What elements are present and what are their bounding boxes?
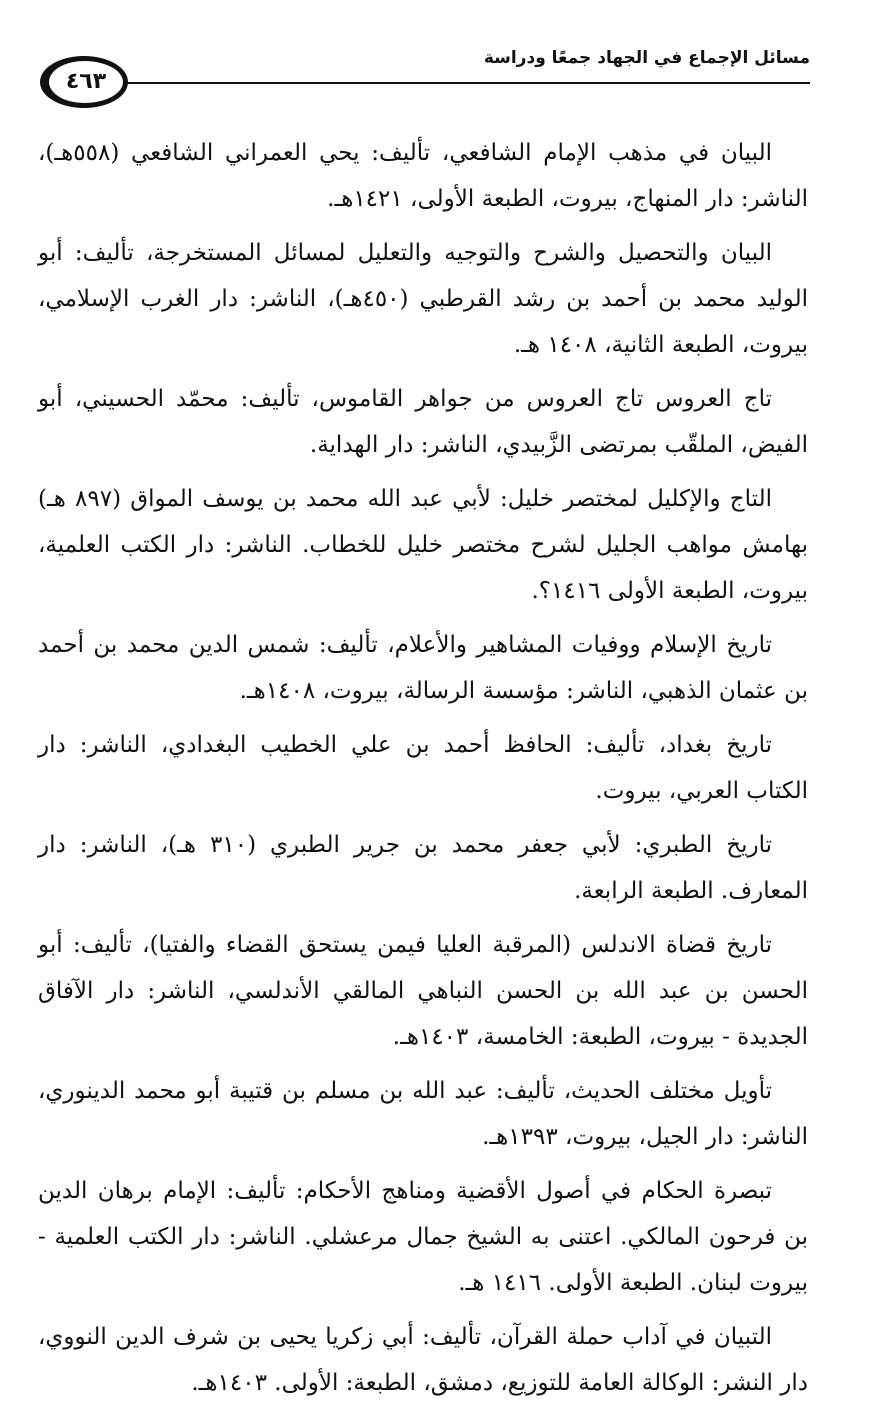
bibliography-entry: تأويل مختلف الحديث، تأليف: عبد الله بن مسلم بن قتيبة أبو محمد الدينوري، الناشر: دار الجيل، بيروت، ١٣٩٣هـ.	[38, 1078, 808, 1150]
bibliography-entry: التبيان في آداب حملة القرآن، تأليف: أبي زكريا يحيى بن شرف الدين النووي، دار النشر: الوكالة العامة للتوزيع، دمشق، الطبعة: الأولى. ١٤٠٣هـ.	[38, 1324, 808, 1396]
page-number-badge	[40, 56, 128, 108]
bibliography-entry: البيان والتحصيل والشرح والتوجيه والتعليل لمسائل المستخرجة، تأليف: أبو الوليد محمد بن أحمد بن رشد القرطبي (٤٥٠هـ)، الناشر: دار الغرب الإسلامي، بيروت، الطبعة الثانية، ١٤٠٨ هـ.	[38, 240, 808, 358]
bibliography-entry: البيان في مذهب الإمام الشافعي، تأليف: يحي العمراني الشافعي (٥٥٨هـ)، الناشر: دار المنهاج، بيروت، الطبعة الأولى، ١٤٢١هـ.	[38, 140, 808, 212]
bibliography-entry: التاج والإكليل لمختصر خليل: لأبي عبد الله محمد بن يوسف المواق (٨٩٧ هـ) بهامش مواهب الجليل لشرح مختصر خليل للخطاب. الناشر: دار الكتب العلمية، بيروت، الطبعة الأولى ١٤١٦؟.	[38, 486, 808, 604]
bibliography-entry: تبصرة الحكام في أصول الأقضية ومناهج الأحكام: تأليف: الإمام برهان الدين بن فرحون المالكي. اعتنى به الشيخ جمال مرعشلي. الناشر: دار الكتب العلمية - بيروت لبنان. الطبعة الأولى. ١٤١٦ هـ.	[38, 1178, 808, 1296]
bibliography-entry: تاريخ الطبري: لأبي جعفر محمد بن جرير الطبري (٣١٠ هـ)، الناشر: دار المعارف. الطبعة الرابعة.	[38, 832, 808, 904]
page-number: ٤٦٣	[65, 69, 107, 94]
running-header-title: مسائل الإجماع في الجهاد جمعًا ودراسة	[483, 48, 810, 68]
bibliography-entry: تاج العروس تاج العروس من جواهر القاموس، تأليف: محمّد الحسيني، أبو الفيض، الملقّب بمرتضى الزَّبيدي، الناشر: دار الهداية.	[38, 386, 808, 458]
bibliography-entry: تاريخ قضاة الاندلس (المرقبة العليا فيمن يستحق القضاء والفتيا)، تأليف: أبو الحسن بن عبد الله بن الحسن النباهي المالقي الأندلسي، الناشر: دار الآفاق الجديدة - بيروت، الطبعة: الخامسة، ١٤٠٣هـ.	[38, 932, 808, 1050]
header-rule	[120, 82, 810, 84]
bibliography-entry: تاريخ الإسلام ووفيات المشاهير والأعلام، تأليف: شمس الدين محمد بن أحمد بن عثمان الذهبي، الناشر: مؤسسة الرسالة، بيروت، ١٤٠٨هـ.	[38, 632, 808, 704]
bibliography-list	[38, 130, 808, 1414]
bibliography-entry: تاريخ بغداد، تأليف: الحافظ أحمد بن علي الخطيب البغدادي، الناشر: دار الكتاب العربي، بيروت.	[38, 732, 808, 804]
page-header	[40, 40, 810, 112]
